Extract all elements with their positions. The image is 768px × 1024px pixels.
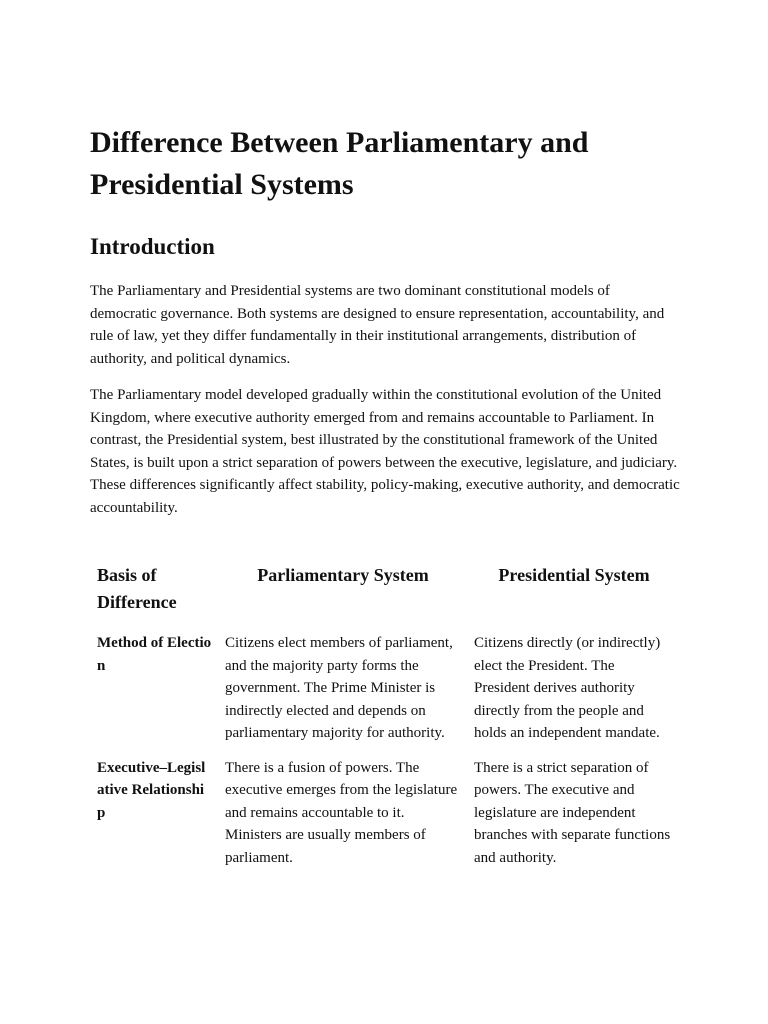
header-presidential-system: Presidential System xyxy=(498,565,650,585)
presidential-cell: There is a strict separation of powers. The executive and legislature are independent branches with separate functions and authority. xyxy=(474,759,671,866)
parliamentary-cell: There is a fusion of powers. The executive emerges from the legislature and remains accountable to it. Ministers are usually members of parliament. xyxy=(225,759,458,866)
basis-cell: Method of Election xyxy=(97,635,212,674)
presidential-cell: Citizens directly (or indirectly) elect the President. The President derives authority directly from the people and holds an independent mandate. xyxy=(474,635,661,741)
intro-paragraph-2: The Parliamentary model developed gradually within the constitutional evolution of the United Kingdom, where executive authority emerged from and remains accountable to Parliament. In contrast, the Presidential system, best illustrated by the constitutional framework of the United States, is built upon a strict separation of powers between the executive, legislature, and judiciary. These differences significantly affect stability, policy-making, executive authority, and democratic accountability. xyxy=(90,387,680,516)
section-heading-introduction: Introduction xyxy=(90,234,215,259)
comparison-table xyxy=(90,560,680,881)
table-header-row xyxy=(90,560,680,632)
table-row xyxy=(90,757,680,882)
intro-paragraph-1: The Parliamentary and Presidential systems are two dominant constitutional models of democratic governance. Both systems are designed to ensure representation, accountability, and rule of law, yet they differ fundamentally in their institutional arrangements, distribution of authority, and political dynamics. xyxy=(90,283,665,367)
table-row xyxy=(90,632,680,757)
header-parliamentary-system: Parliamentary System xyxy=(257,565,429,585)
parliamentary-cell: Citizens elect members of parliament, and the majority party forms the government. The Prime Minister is indirectly elected and depends on parliamentary majority for authority. xyxy=(225,635,453,741)
basis-cell: Executive–Legislative Relationship xyxy=(97,759,206,821)
header-basis-of-difference: Basis of Difference xyxy=(97,565,177,612)
document-title: Difference Between Parliamentary and Presidential Systems xyxy=(90,126,589,201)
